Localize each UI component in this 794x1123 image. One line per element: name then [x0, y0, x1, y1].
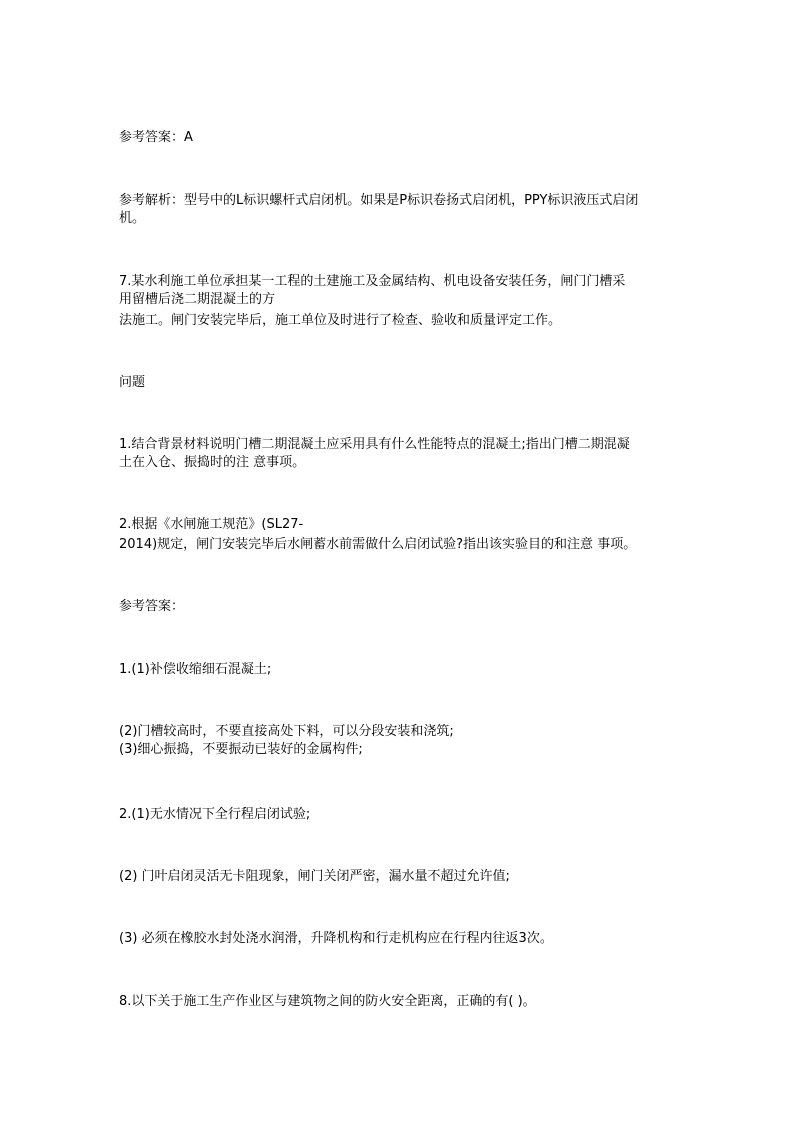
question7-line-1: 7.某水利施工单位承担某一工程的土建施工及金属结构、机电设备安装任务，闸门门槽采 [119, 274, 626, 289]
a2-item-1: 2.(1)无水情况下全行程启闭试验; [119, 807, 311, 822]
answer-label: 参考答案：A [119, 130, 193, 145]
question8: 8.以下关于施工生产作业区与建筑物之间的防火安全距离，正确的有( )。 [119, 994, 536, 1009]
a1-item-3: (3)细心振捣，不要振动已装好的金属构件; [119, 742, 363, 757]
q2-line-2: 2014)规定，闸门安装完毕后水闸蓄水前需做什么启闭试验?指出该实验目的和注意 事项。 [119, 537, 637, 552]
question7-line-3: 法施工。闸门安装完毕后，施工单位及时进行了检查、验收和质量评定工作。 [119, 313, 562, 328]
answer-heading: 参考答案： [119, 599, 185, 614]
a1-item-1: 1.(1)补偿收缩细石混凝土; [119, 662, 272, 677]
a1-item-2: (2)门槽较高时，不要直接高处下料，可以分段安装和浇筑; [119, 724, 454, 739]
a2-item-3: (3) 必须在橡胶水封处浇水润滑，升降机构和行走机构应在行程内往返3次。 [119, 931, 553, 946]
wenti-heading: 问题 [119, 375, 146, 390]
analysis-line-2: 机。 [119, 211, 146, 226]
question7-line-2: 用留槽后浇二期混凝土的方 [119, 292, 276, 307]
q1-line-1: 1.结合背景材料说明门槽二期混凝土应采用具有什么性能特点的混凝土;指出门槽二期混凝 [119, 437, 630, 452]
q1-line-2: 土在入仓、振捣时的注 意事项。 [119, 455, 306, 470]
a2-item-2: (2) 门叶启闭灵活无卡阻现象，闸门关闭严密，漏水量不超过允许值; [119, 869, 510, 884]
analysis-line-1: 参考解析：型号中的L标识螺杆式启闭机。如果是P标识卷扬式启闭机，PPY标识液压式启闭 [119, 193, 639, 208]
q2-line-1: 2.根据《水闸施工规范》(SL27- [119, 517, 304, 532]
